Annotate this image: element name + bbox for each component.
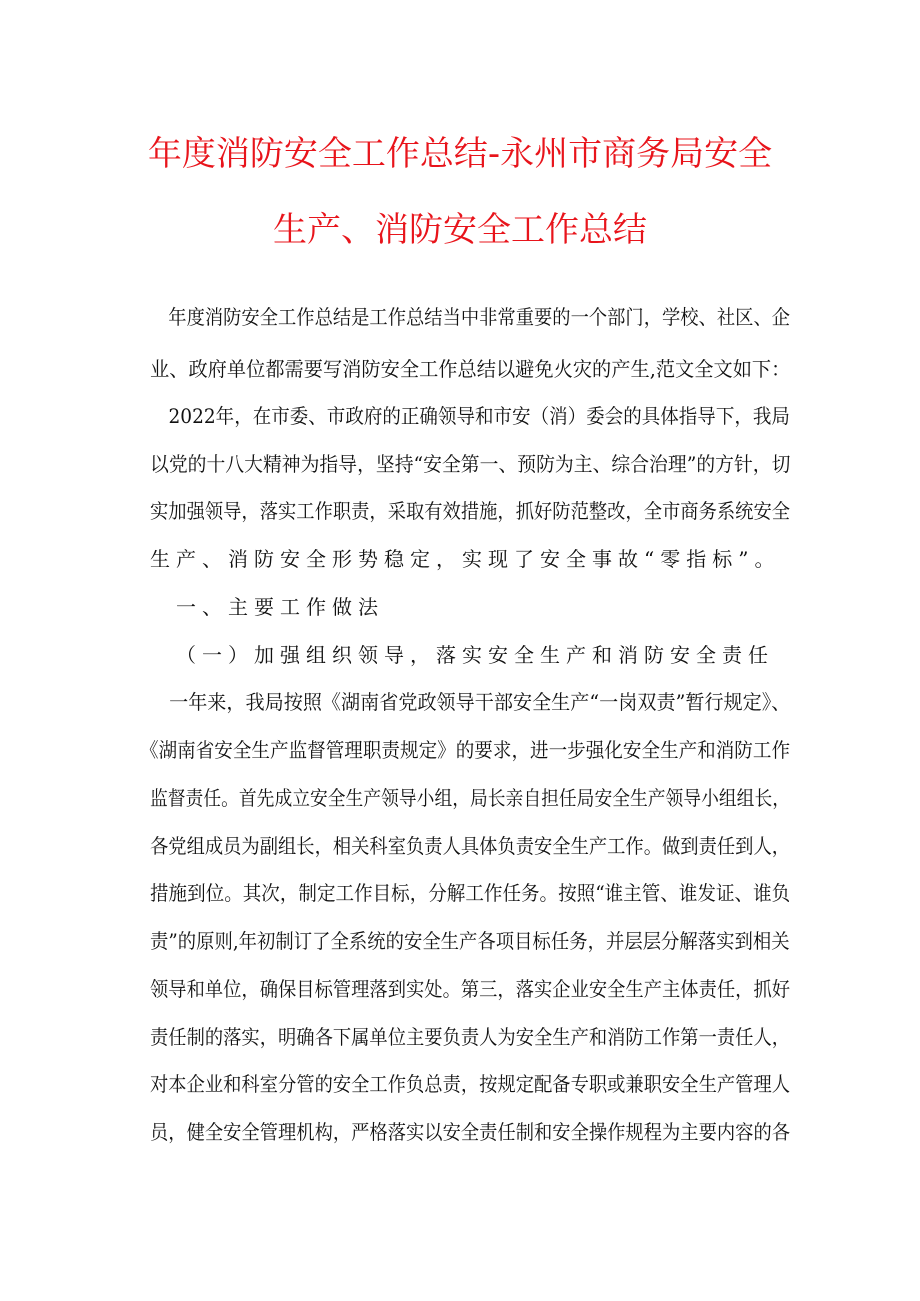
body-line: 一年来，我局按照《湖南省党政领导干部安全生产“一岗双责”暂行规定》、 — [150, 690, 791, 714]
body-line: 对本企业和科室分管的安全工作负总责，按规定配备专职或兼职安全生产管理人 — [150, 1072, 791, 1096]
body-line: 《湖南省安全生产监督管理职责规定》的要求，进一步强化安全生产和消防工作 — [140, 738, 791, 762]
body-line: 以党的十八大精神为指导，坚持“安全第一、预防为主、综合治理”的方针，切 — [150, 452, 791, 476]
body-line: 责任制的落实，明确各下属单位主要负责人为安全生产和消防工作第一责任人， — [150, 1025, 791, 1049]
body-line: 一、主要工作做法 — [150, 595, 384, 619]
body-line: 年度消防安全工作总结是工作总结当中非常重要的一个部门，学校、社区、企 — [150, 305, 791, 329]
document-title-line-2: 生产、消防安全工作总结 — [273, 210, 647, 250]
body-line: 各党组成员为副组长，相关科室负责人具体负责安全生产工作。做到责任到人， — [150, 834, 791, 858]
body-line: 业、政府单位都需要写消防安全工作总结以避免火灾的产生,范文全文如下： — [150, 357, 791, 381]
body-line: 措施到位。其次，制定工作目标，分解工作任务。按照“谁主管、谁发证、谁负 — [150, 881, 791, 905]
body-line: 领导和单位，确保目标管理落到实处。第三，落实企业安全生产主体责任，抓好 — [150, 977, 791, 1001]
body-line: 监督责任。首先成立安全生产领导小组，局长亲自担任局安全生产领导小组组长， — [150, 786, 791, 810]
body-line: 实加强领导，落实工作职责，采取有效措施，抓好防范整改，全市商务系统安全 — [150, 499, 791, 523]
body-line: 责”的原则,年初制订了全系统的安全生产各项目标任务，并层层分解落实到相关 — [150, 929, 790, 953]
body-line: 2022年，在市委、市政府的正确领导和市安（消）委会的具体指导下，我局 — [150, 404, 790, 428]
document-title-line-1: 年度消防安全工作总结-永州市商务局安全 — [147, 134, 773, 174]
body-line: 生产、消防安全形势稳定，实现了安全事故“零指标”。 — [150, 547, 781, 571]
body-line: （一）加强组织领导，落实安全生产和消防安全责任 — [160, 643, 774, 667]
body-line: 员，健全安全管理机构，严格落实以安全责任制和安全操作规程为主要内容的各 — [150, 1120, 791, 1144]
